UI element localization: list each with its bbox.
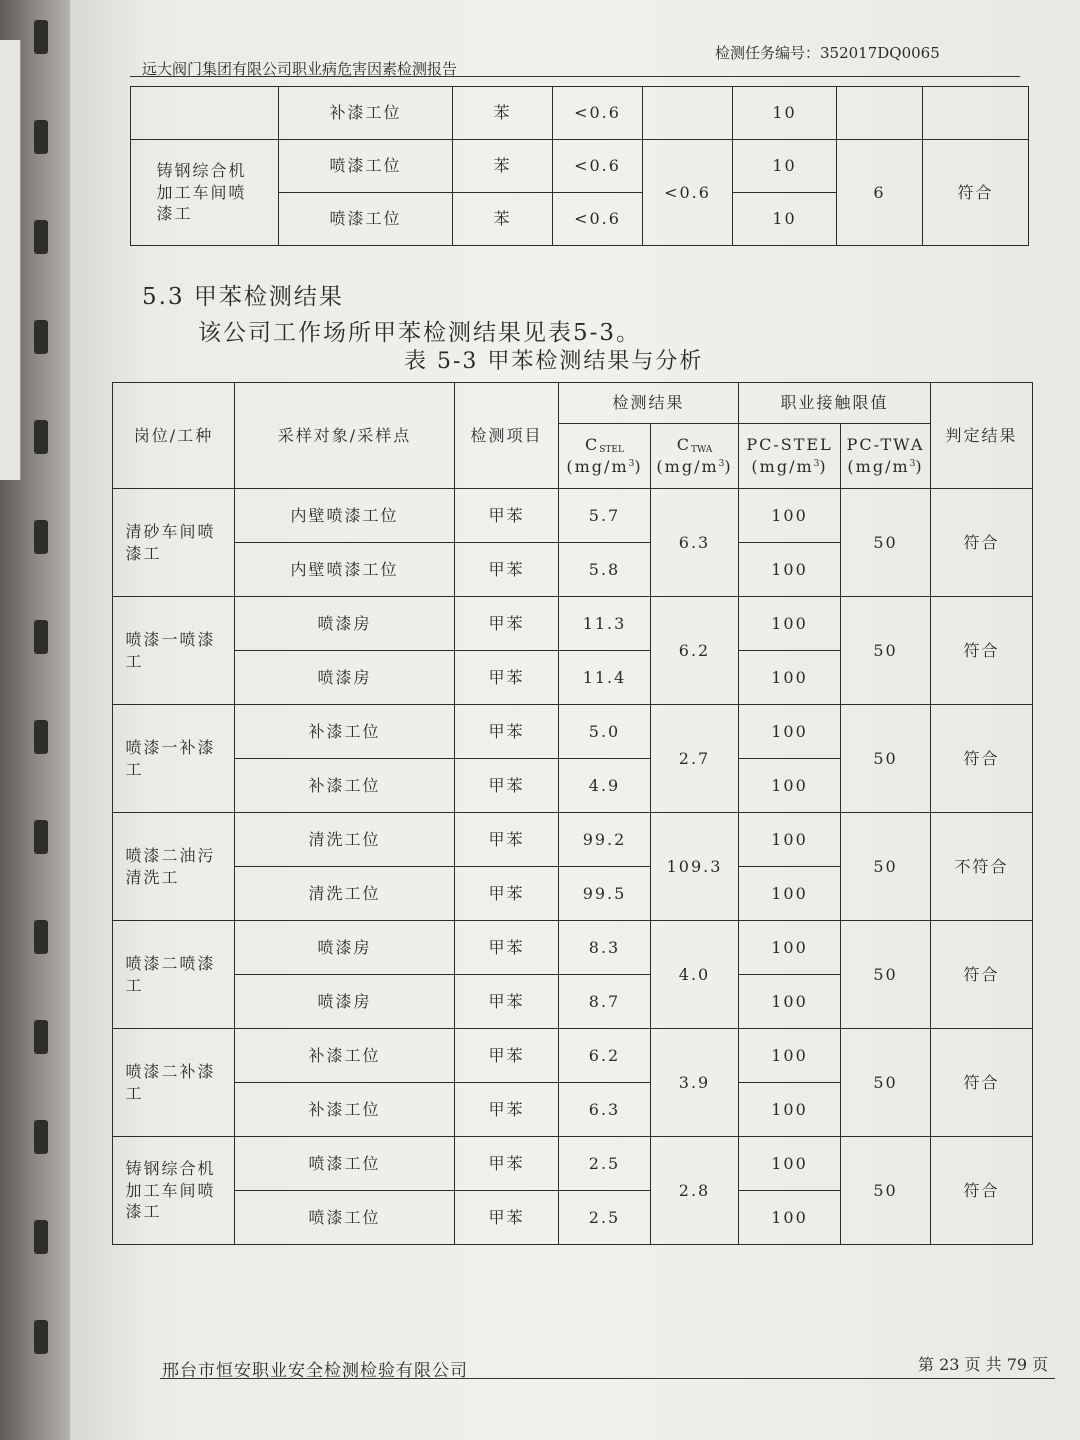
sample-point-cell: 补漆工位: [279, 87, 453, 140]
pcstel-cell: 100: [739, 813, 841, 867]
header-pcstel: PC-STEL $(mg/m^3)$: [739, 424, 841, 489]
binding-hole: [34, 620, 48, 654]
sample-point-cell: 喷漆工位: [235, 1191, 455, 1245]
ctwa-cell: 4.0: [651, 921, 739, 1029]
item-cell: 甲苯: [455, 813, 559, 867]
ctwa-cell: 109.3: [651, 813, 739, 921]
section-title: 5.3 甲苯检测结果: [142, 284, 344, 310]
report-page: [70, 0, 1080, 1440]
report-title-header: 远大阀门集团有限公司职业病危害因素检测报告: [142, 60, 458, 78]
ctwa-cell: 2.8: [651, 1137, 739, 1245]
item-cell: 甲苯: [455, 1029, 559, 1083]
binding-hole: [34, 120, 48, 154]
ctwa-cell: 2.7: [651, 705, 739, 813]
header-rule: [130, 76, 1020, 77]
cstel-cell: 4.9: [559, 759, 651, 813]
cstel-cell: 6.3: [559, 1083, 651, 1137]
ctwa-cell: <0.6: [643, 140, 733, 246]
binding-hole: [34, 720, 48, 754]
pcstel-cell: 10: [733, 140, 837, 193]
item-cell: 甲苯: [455, 975, 559, 1029]
toluene-results-table: [112, 382, 1033, 1245]
post-cell: 铸钢综合机加工车间喷漆工: [113, 1137, 235, 1245]
cstel-cell: <0.6: [553, 193, 643, 246]
post-cell: [131, 87, 279, 140]
pctwa-cell: 50: [841, 489, 931, 597]
post-cell: 铸钢综合机加工车间喷漆工: [131, 140, 279, 246]
binding-hole: [34, 20, 48, 54]
ctwa-cell: 6.3: [651, 489, 739, 597]
sample-point-cell: 喷漆工位: [279, 140, 453, 193]
post-cell: 喷漆二补漆工: [113, 1029, 235, 1137]
pctwa-cell: [837, 87, 923, 140]
item-cell: 甲苯: [455, 489, 559, 543]
cstel-cell: <0.6: [553, 87, 643, 140]
verdict-cell: 符合: [931, 1029, 1033, 1137]
item-cell: 甲苯: [455, 759, 559, 813]
pctwa-cell: 50: [841, 1137, 931, 1245]
sample-point-cell: 喷漆房: [235, 651, 455, 705]
footer-company: 邢台市恒安职业安全检测检验有限公司: [162, 1361, 468, 1381]
binding-hole: [34, 320, 48, 354]
cstel-cell: 99.2: [559, 813, 651, 867]
sample-point-cell: 补漆工位: [235, 705, 455, 759]
sample-point-cell: 喷漆工位: [279, 193, 453, 246]
pcstel-cell: 100: [739, 1191, 841, 1245]
verdict-cell: 符合: [931, 1137, 1033, 1245]
binding-hole: [34, 1320, 48, 1354]
pcstel-cell: 100: [739, 921, 841, 975]
pctwa-cell: 50: [841, 813, 931, 921]
verdict-cell: 不符合: [931, 813, 1033, 921]
verdict-cell: 符合: [923, 140, 1029, 246]
binding-hole: [34, 420, 48, 454]
verdict-cell: [923, 87, 1029, 140]
item-cell: 甲苯: [455, 1083, 559, 1137]
post-cell: 清砂车间喷漆工: [113, 489, 235, 597]
sample-point-cell: 内壁喷漆工位: [235, 543, 455, 597]
verdict-cell: 符合: [931, 921, 1033, 1029]
task-number: 检测任务编号：352017DQ0065: [715, 44, 940, 62]
sample-point-cell: 补漆工位: [235, 1083, 455, 1137]
item-cell: 甲苯: [455, 921, 559, 975]
sample-point-cell: 清洗工位: [235, 813, 455, 867]
binding-hole: [34, 1020, 48, 1054]
item-cell: 苯: [453, 87, 553, 140]
pctwa-cell: 50: [841, 597, 931, 705]
header-limits: 职业接触限值: [739, 383, 931, 424]
pcstel-cell: 100: [739, 651, 841, 705]
continued-benzene-table: [130, 86, 1029, 246]
header-sample: 采样对象/采样点: [235, 383, 455, 489]
pctwa-cell: 50: [841, 921, 931, 1029]
section-paragraph: 该公司工作场所甲苯检测结果见表5-3。: [198, 320, 642, 346]
pcstel-cell: 100: [739, 1083, 841, 1137]
pcstel-cell: 100: [739, 1137, 841, 1191]
header-item: 检测项目: [455, 383, 559, 489]
post-cell: 喷漆二油污清洗工: [113, 813, 235, 921]
ctwa-cell: 3.9: [651, 1029, 739, 1137]
sample-point-cell: 清洗工位: [235, 867, 455, 921]
sample-point-cell: 喷漆房: [235, 975, 455, 1029]
pcstel-cell: 100: [739, 489, 841, 543]
item-cell: 甲苯: [455, 1191, 559, 1245]
pcstel-cell: 10: [733, 193, 837, 246]
sample-point-cell: 补漆工位: [235, 1029, 455, 1083]
header-pctwa: PC-TWA $(mg/m^3)$: [841, 424, 931, 489]
verdict-cell: 符合: [931, 597, 1033, 705]
footer-rule: [160, 1378, 1055, 1379]
cstel-cell: 5.0: [559, 705, 651, 759]
cstel-cell: 2.5: [559, 1137, 651, 1191]
post-cell: 喷漆一喷漆工: [113, 597, 235, 705]
pcstel-cell: 100: [739, 759, 841, 813]
post-cell: 喷漆二喷漆工: [113, 921, 235, 1029]
header-cstel: $C_{STEL}$ $(mg/m^3)$: [559, 424, 651, 489]
header-post: 岗位/工种: [113, 383, 235, 489]
item-cell: 甲苯: [455, 705, 559, 759]
binding-hole: [34, 820, 48, 854]
cstel-cell: 8.7: [559, 975, 651, 1029]
cstel-cell: 99.5: [559, 867, 651, 921]
cstel-cell: 8.3: [559, 921, 651, 975]
item-cell: 甲苯: [455, 1137, 559, 1191]
item-cell: 甲苯: [455, 651, 559, 705]
binding-hole: [34, 1220, 48, 1254]
cstel-cell: 5.7: [559, 489, 651, 543]
item-cell: 苯: [453, 140, 553, 193]
pcstel-cell: 100: [739, 543, 841, 597]
verdict-cell: 符合: [931, 705, 1033, 813]
cstel-cell: 6.2: [559, 1029, 651, 1083]
pctwa-cell: 50: [841, 1029, 931, 1137]
pcstel-cell: 100: [739, 975, 841, 1029]
item-cell: 甲苯: [455, 597, 559, 651]
underlying-page-edge: [0, 40, 21, 480]
pcstel-cell: 100: [739, 1029, 841, 1083]
cstel-cell: 5.8: [559, 543, 651, 597]
sample-point-cell: 补漆工位: [235, 759, 455, 813]
pctwa-cell: 6: [837, 140, 923, 246]
binding-hole: [34, 920, 48, 954]
item-cell: 甲苯: [455, 867, 559, 921]
pctwa-cell: 50: [841, 705, 931, 813]
ctwa-cell: 6.2: [651, 597, 739, 705]
page-number: 第 23 页 共 79 页: [918, 1355, 1049, 1374]
binding-hole: [34, 520, 48, 554]
binding-hole: [34, 220, 48, 254]
cstel-cell: 2.5: [559, 1191, 651, 1245]
pcstel-cell: 100: [739, 867, 841, 921]
sample-point-cell: 喷漆房: [235, 597, 455, 651]
binding-hole: [34, 1120, 48, 1154]
sample-point-cell: 喷漆房: [235, 921, 455, 975]
cstel-cell: 11.4: [559, 651, 651, 705]
sample-point-cell: 内壁喷漆工位: [235, 489, 455, 543]
item-cell: 苯: [453, 193, 553, 246]
item-cell: 甲苯: [455, 543, 559, 597]
table-caption: 表 5-3 甲苯检测结果与分析: [404, 349, 704, 374]
cstel-cell: 11.3: [559, 597, 651, 651]
cstel-cell: <0.6: [553, 140, 643, 193]
pcstel-cell: 100: [739, 705, 841, 759]
header-results: 检测结果: [559, 383, 739, 424]
pcstel-cell: 100: [739, 597, 841, 651]
ctwa-cell: [643, 87, 733, 140]
pcstel-cell: 10: [733, 87, 837, 140]
header-verdict: 判定结果: [931, 383, 1033, 489]
sample-point-cell: 喷漆工位: [235, 1137, 455, 1191]
header-ctwa: $C_{TWA}$ $(mg/m^3)$: [651, 424, 739, 489]
post-cell: 喷漆一补漆工: [113, 705, 235, 813]
verdict-cell: 符合: [931, 489, 1033, 597]
